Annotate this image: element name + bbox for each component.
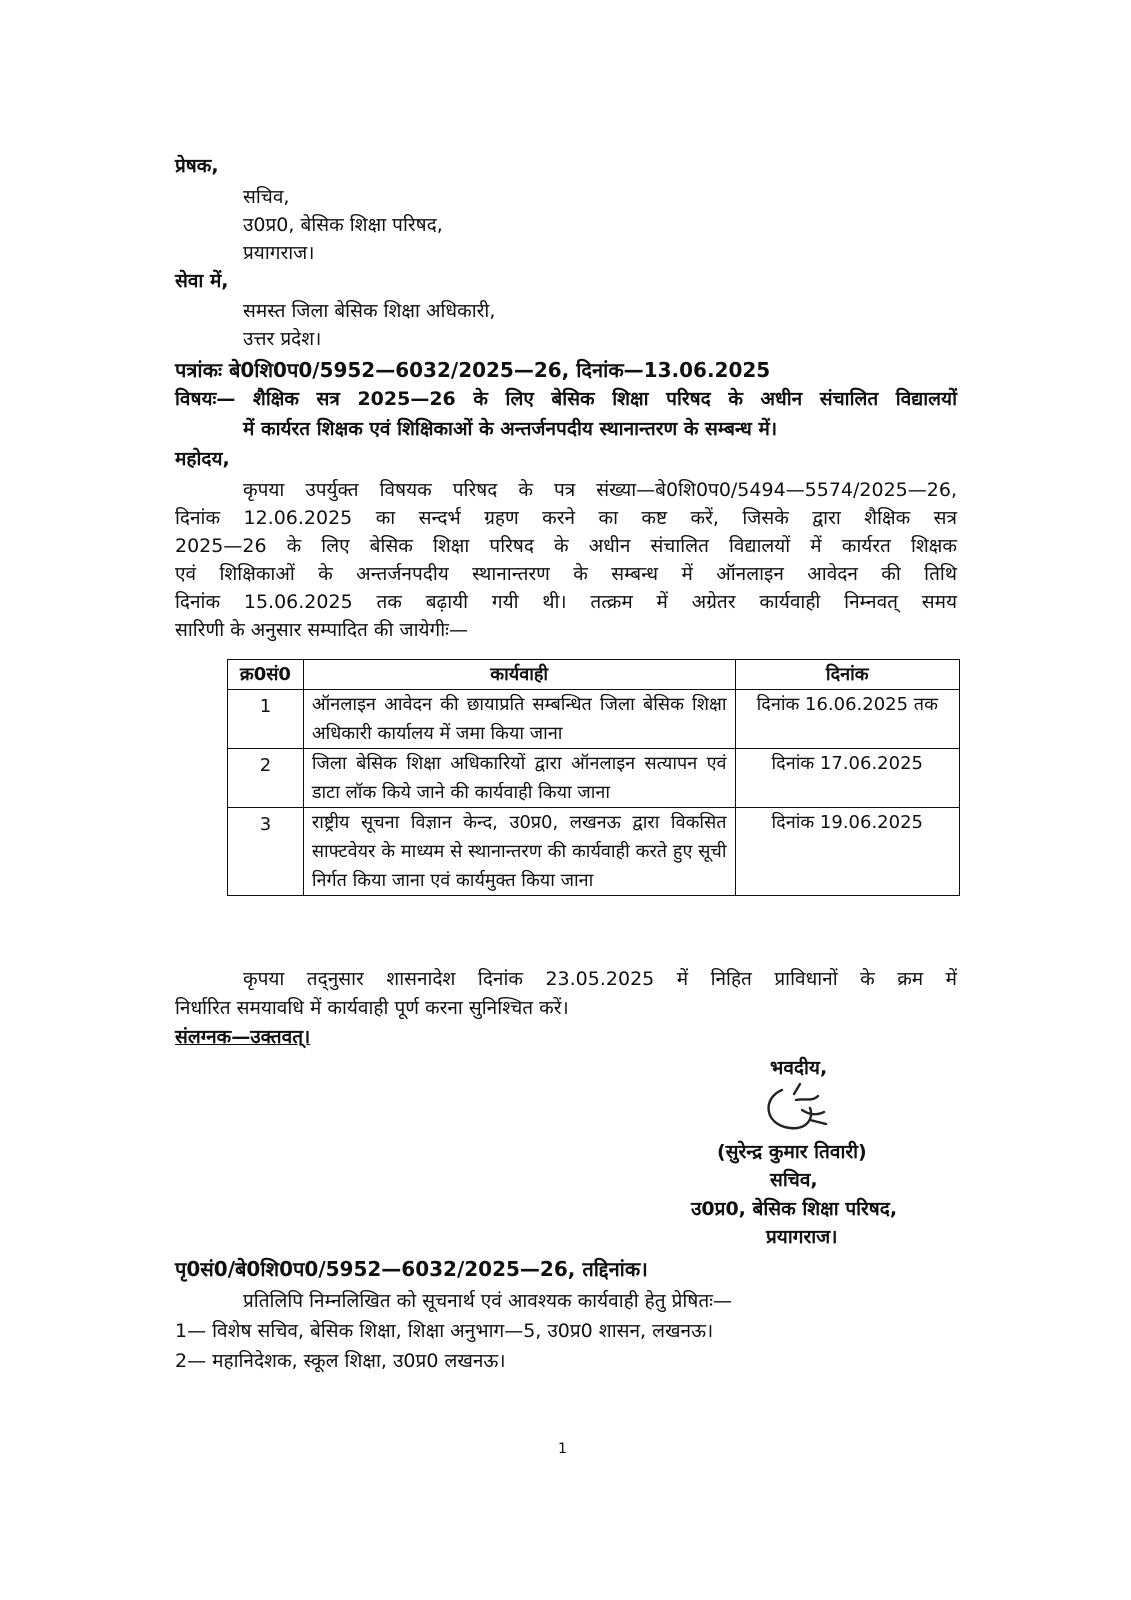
header-action: कार्यवाही xyxy=(303,660,735,690)
handwritten-signature xyxy=(752,1080,842,1140)
subject-line-2: में कार्यरत शिक्षक एवं शिक्षिकाओं के अन्तर्जनपदीय स्थानान्तरण के सम्बन्ध में। xyxy=(243,418,778,440)
body-line-2: दिनांक 12.06.2025 का सन्दर्भ ग्रहण करने का कष्ट करें, जिसके द्वारा शैक्षिक सत्र xyxy=(175,507,957,529)
row-date: दिनांक 17.06.2025 xyxy=(735,749,959,808)
sender-designation: सचिव, xyxy=(243,186,290,208)
subject-line-1: विषयः— शैक्षिक सत्र 2025—26 के लिए बेसिक शिक्षा परिषद के अधीन संचालित विद्यालयों xyxy=(175,388,957,410)
copy-reference: पृ0सं0/बे0शि0प0/5952—6032/2025—26, तद्दिनांक। xyxy=(175,1257,648,1281)
sender-city: प्रयागराज। xyxy=(243,242,315,264)
recipient-line-1: समस्त जिला बेसिक शिक्षा अधिकारी, xyxy=(243,300,496,322)
closing-line-1: कृपया तद्नुसार शासनादेश दिनांक 23.05.2025 में निहित प्राविधानों के क्रम में xyxy=(243,968,957,990)
table-row xyxy=(228,808,960,896)
row-serial: 2 xyxy=(228,749,304,808)
header-date: दिनांक xyxy=(735,660,959,690)
schedule-table xyxy=(227,659,960,896)
row-serial: 3 xyxy=(228,808,304,896)
header-serial: क्र0सं0 xyxy=(228,660,304,690)
copy-recipient-1: 1— विशेष सचिव, बेसिक शिक्षा, शिक्षा अनुभाग—5, उ0प्र0 शासन, लखनऊ। xyxy=(175,1320,714,1342)
body-line-3: 2025—26 के लिए बेसिक शिक्षा परिषद के अधीन संचालित विद्यालयों में कार्यरत शिक्षक xyxy=(175,535,957,557)
sender-organization: उ0प्र0, बेसिक शिक्षा परिषद, xyxy=(243,214,443,236)
signoff-yours: भवदीय, xyxy=(770,1057,828,1079)
enclosure-note: संलग्नक—उक्तवत्। xyxy=(175,1026,311,1048)
sender-label: प्रेषक, xyxy=(175,155,219,177)
body-line-5: दिनांक 15.06.2025 तक बढ़ायी गयी थी। तत्क्रम में अग्रेतर कार्यवाही निम्नवत् समय xyxy=(175,591,957,613)
row-action: ऑनलाइन आवेदन की छायाप्रति सम्बन्धित जिला बेसिक शिक्षा अधिकारी कार्यालय में जमा किया जाना xyxy=(303,690,735,749)
signatory-designation: सचिव, xyxy=(770,1169,818,1191)
closing-line-2: निर्धारित समयावधि में कार्यवाही पूर्ण करना सुनिश्चित करें। xyxy=(175,997,569,1019)
row-serial: 1 xyxy=(228,690,304,749)
table-header-row xyxy=(228,660,960,690)
signatory-city: प्रयागराज। xyxy=(766,1226,838,1248)
body-line-4: एवं शिक्षिकाओं के अन्तर्जनपदीय स्थानान्तरण के सम्बन्ध में ऑनलाइन आवेदन की तिथि xyxy=(175,563,957,585)
recipient-line-2: उत्तर प्रदेश। xyxy=(243,328,322,350)
row-date: दिनांक 16.06.2025 तक xyxy=(735,690,959,749)
table-row xyxy=(228,749,960,808)
copy-intro: प्रतिलिपि निम्नलिखित को सूचनार्थ एवं आवश्यक कार्यवाही हेतु प्रेषितः— xyxy=(243,1290,733,1312)
row-date: दिनांक 19.06.2025 xyxy=(735,808,959,896)
to-label: सेवा में, xyxy=(175,270,229,292)
row-action: राष्ट्रीय सूचना विज्ञान केन्द, उ0प्र0, लखनऊ द्वारा विकसित साफ्टवेयर के माध्यम से स्थानान्तरण की कार्यवाही करते हुए सूची निर्गत किया जाना एवं कार्यमुक्त किया जाना xyxy=(303,808,735,896)
body-line-6: सारिणी के अनुसार सम्पादित की जायेगीः— xyxy=(175,619,468,641)
salutation: महोदय, xyxy=(175,448,230,470)
row-action: जिला बेसिक शिक्षा अधिकारियों द्वारा ऑनलाइन सत्यापन एवं डाटा लॉक किये जाने की कार्यवाही किया जाना xyxy=(303,749,735,808)
copy-recipient-2: 2— महानिदेशक, स्कूल शिक्षा, उ0प्र0 लखनऊ। xyxy=(175,1350,506,1372)
signatory-organization: उ0प्र0, बेसिक शिक्षा परिषद, xyxy=(691,1198,898,1220)
table-row xyxy=(228,690,960,749)
signatory-name: (सुरेन्द्र कुमार तिवारी) xyxy=(717,1141,867,1163)
letter-reference: पत्रांकः बे0शि0प0/5952—6032/2025—26, दिनांक—13.06.2025 xyxy=(175,358,771,382)
body-line-1: कृपया उपर्युक्त विषयक परिषद के पत्र संख्या—बे0शि0प0/5494—5574/2025—26, xyxy=(243,479,957,501)
page-number: 1 xyxy=(558,1441,567,1457)
